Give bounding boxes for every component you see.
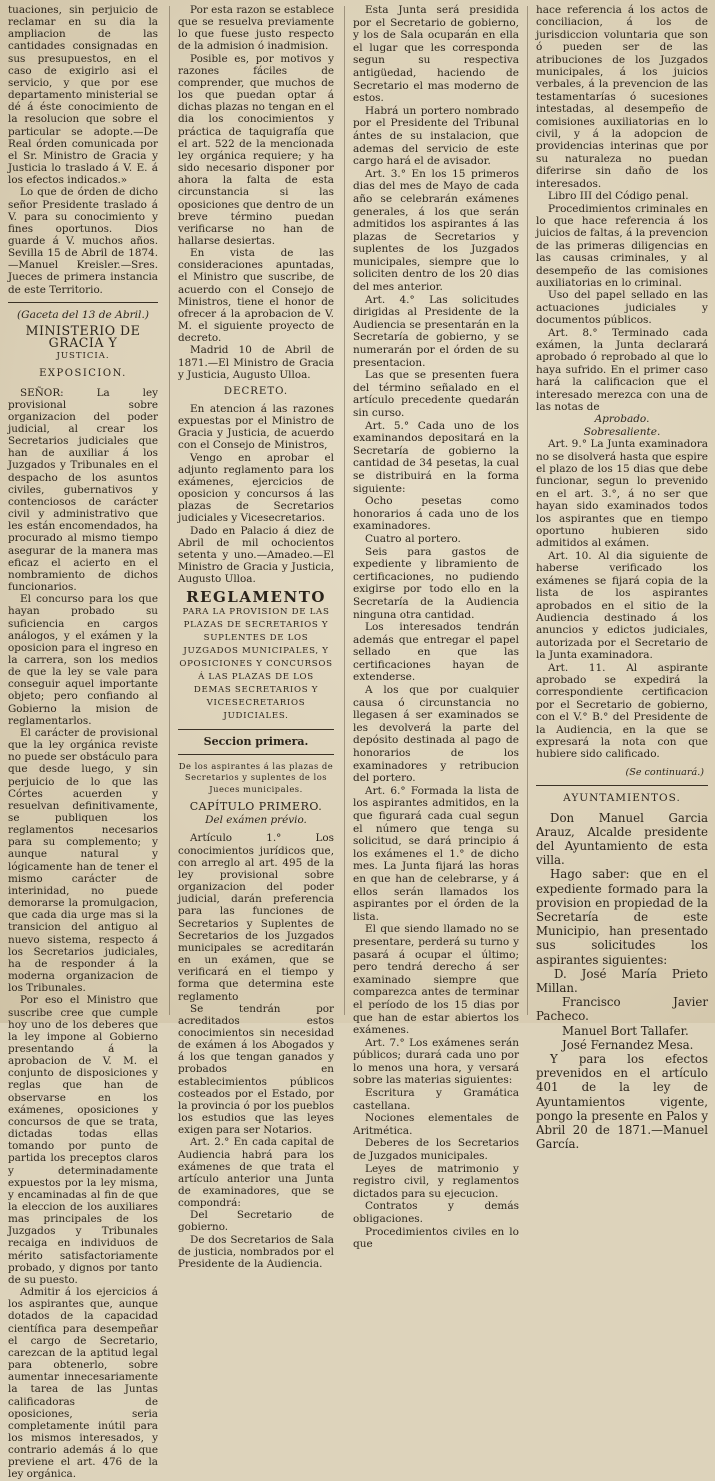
paragraph: Deberes de los Secretarios de Juzgados municipales. <box>353 1137 519 1163</box>
section-heading: Seccion primera. <box>203 734 309 748</box>
section-rule <box>178 729 334 730</box>
paragraph: Admitir á los ejercicios á los aspirantes que, aunque dotados de la capacidad científica para desempeñar el cargo de Secretario, carezcan de la aptitud legal para obtenerlo, sobre aumentar innecesariamente la tarea de las Juntas calificadoras de oposiciones, seria completamente inútil para los mismos interesados, y contrario además á lo que previene el art. 476 de la ley orgánica. <box>8 1286 158 1481</box>
paragraph: Habrá un portero nombrado por el Presidente del Tribunal ántes de su instalacion, que ademas del servicio de este cargo hará el de avisador. <box>353 104 519 168</box>
paragraph: Cuatro al portero. <box>365 532 461 545</box>
paragraph: SEÑOR: La ley provisional sobre organizacion del poder judicial, al crear los Secretarios judiciales que han de auxiliar á los Juzgados y Tribunales en el despacho de los asuntos civiles, gubernativos y contenciosos de carácter civil y administrativo que les están encomendados, ha procurado al mismo tiempo asegurar de la manera mas eficaz el acierto en el nombramiento de dichos funcionarios. <box>8 386 158 594</box>
paragraph: Uso del papel sellado en las actuaciones judiciales y documentos públicos. <box>536 289 708 327</box>
article-paragraph: Art. 2.° En cada capital de Audiencia habrá para los exámenes de que trata el artículo anterior una Junta de examinadores, que se compondrá: <box>178 1136 334 1210</box>
article-paragraph: Art. 10. Al dia siguiente de haberse verificado los exámenes se fijará copia de la lista de los aspirantes aprobados en el sitio de la Audiencia destinado á los anuncios y edictos judiciales, autorizada por el Secretario de la Junta examinadora. <box>536 549 708 662</box>
paragraph: Los interesados tendrán además que entregar el papel sellado en que las certificaciones hayan de extenderse. <box>353 621 519 684</box>
paragraph: Procedimientos criminales en lo que hace referencia á los juicios de faltas, á la prevencion de las primeras diligencias en las causas criminales, y al desempeño de las comisiones auxiliatorias en lo criminal. <box>536 202 708 289</box>
ministry-heading: MINISTERIO DE GRACIA Y <box>25 322 141 351</box>
paragraph: Hago saber: que en el expediente formado para la provision en propiedad de la Secretaría de este Municipio, han presentado sus solicitudes los aspirantes siguientes: <box>536 867 708 967</box>
paragraph: Posible es, por motivos y razones fáciles de comprender, que muchos de los que puedan optar á dichas plazas no tengan en el dia los conocimientos y práctica de taquigrafía que el art. 522 de la mencionada ley orgánica requiere; y ha sido necesario disponer por ahora la falta de esta circunstancia si las oposiciones que dentro de un breve término puedan verificarse no han de hallarse desiertas. <box>178 52 334 247</box>
reglamento-subtitle: PARA LA PROVISION DE LAS PLAZAS DE SECRETARIOS Y SUPLENTES DE LOS JUZGADOS MUNICIPALES, Y OPOSICIONES Y CONCURSOS Á LAS PLAZAS DE LOS DEMAS SECRETARIOS Y VICESECRETARIOS JUDICIALES. <box>179 606 333 721</box>
grade-label: Sobresaliente. <box>583 425 661 438</box>
article-paragraph: Artículo 1.° Los conocimientos jurídicos que, con arreglo al art. 495 de la ley provisional sobre organizacion del poder judicial, darán preferencia para las funciones de Secretarios y Suplentes de Secretarios de los Juzgados municipales se acreditarán en un exámen, que se verificará en el tiempo y forma que determina este reglamento <box>178 832 334 1003</box>
continuation-note: (Se continuará.) <box>625 766 704 778</box>
article-paragraph: Art. 4.° Las solicitudes dirigidas al Presidente de la Audiencia se presentarán en la Secretaría de gobierno, y se numerarán por el órden de su presentacion. <box>353 293 519 369</box>
column-divider <box>527 6 528 1015</box>
source-note: (Gaceta del 13 de Abril.) <box>17 308 149 321</box>
column-divider <box>169 6 170 1015</box>
paragraph: Se tendrán por acreditados estos conocimientos sin necesidad de exámen á los Abogados y á los que tengan ganados y probados en establecimientos públicos costeados por el Estado, por la provincia ó por los pueblos los estudios que las leyes exigen para ser Notarios. <box>178 1002 334 1137</box>
paragraph: A los que por cualquier causa ó circunstancia no llegasen á ser examinados se les devolverá la parte del depósito destinada al pago de honorarios de los examinadores y retribucion del portero. <box>353 684 519 785</box>
paragraph: Del Secretario de gobierno. <box>178 1209 334 1234</box>
paragraph: El concurso para los que hayan probado su suficiencia en cargos análogos, y el exámen y la oposicion para el ingreso en la carrera, son los medios de que la ley se vale para conseguir aquel importante objeto; pero confiando al Gobierno la mision de reglamentarlos. <box>8 593 158 727</box>
paragraph: tuaciones, sin perjuicio de reclamar en su dia la ampliacion de las cantidades consignadas en sus presupuestos, en el caso de exigirlo asi el servicio, y que por ese departamento ministerial se dé á éste conocimiento de la resolucion que sobre el particular se adopte.—De Real órden comunicada por el Sr. Ministro de Gracia y Justicia lo traslado á V. E. á los efectos indicados.» <box>8 4 158 187</box>
column-3 <box>353 4 519 1251</box>
section-rule <box>8 302 158 303</box>
chapter-subtitle: Del exámen prévio. <box>205 814 307 827</box>
paragraph: Escritura y Gramática castellana. <box>353 1087 519 1112</box>
column-2 <box>178 4 334 1270</box>
paragraph: Libro III del Código penal. <box>548 190 689 203</box>
paragraph: Lo que de órden de dicho señor Presidente traslado á V. para su conocimiento y fines oportunos. Dios guarde á V. muchos años. Sevilla 15 de Abril de 1874.—Manuel Kreisler.—Sres. Jueces de primera instancia de este Territorio. <box>8 186 158 296</box>
paragraph: De dos Secretarios de Sala de justicia, nombrados por el Presidente de la Audiencia. <box>178 1233 334 1270</box>
article-paragraph: Art. 11. Al aspirante aprobado se expedirá la correspondiente certificacion por el Secretario de gobierno, con el V.° B.° del Presidente de la Audiencia, en la que se expresará la nota con que hubiere sido calificado. <box>536 661 708 761</box>
paragraph: Esta Junta será presidida por el Secretario de gobierno, y los de Sala ocuparán en ella el lugar que les corresponda segun su respectiva antigüedad, haciendo de Secretario el mas moderno de estos. <box>353 4 519 105</box>
candidate-name: Manuel Bort Tallafer. <box>562 1023 689 1038</box>
paragraph: Ocho pesetas como honorarios á cada uno de los examinadores. <box>353 495 519 533</box>
chapter-heading: CAPÍTULO PRIMERO. <box>189 800 323 814</box>
article-paragraph: Art. 7.° Los exámenes serán públicos; durará cada uno por lo menos una hora, y versará sobre las materias siguientes: <box>353 1036 519 1087</box>
exposicion-heading: EXPOSICION. <box>39 368 127 380</box>
paragraph: Leyes de matrimonio y registro civil, y reglamentos dictados para su ejecucion. <box>353 1162 519 1200</box>
ayuntamiento-notice <box>536 811 708 1152</box>
paragraph: En vista de las consideraciones apuntadas, el Ministro que suscribe, de acuerdo con el Consejo de Ministros, tiene el honor de ofrecer á la aprobacion de V. M. el siguiente proyecto de decreto. <box>178 247 334 345</box>
paragraph: Don Manuel Garcia Arauz, Alcalde presidente del Ayuntamiento de esta villa. <box>536 810 708 868</box>
grade-label: Aprobado. <box>594 413 650 426</box>
paragraph: En atencion á las razones expuestas por el Ministro de Gracia y Justicia, de acuerdo con el Consejo de Ministros, <box>178 403 334 452</box>
article-paragraph: Art. 6.° Formada la lista de los aspirantes admitidos, en la que figurará cada cual segun el número que tenga su solicitud, se dará principio á los exámenes el 1.° de dicho mes. La Junta fijará las horas en que han de celebrarse, y á ellos serán llamados los aspirantes por el órden de la lista. <box>353 784 519 923</box>
column-1 <box>8 4 158 1481</box>
paragraph: El carácter de provisional que la ley orgánica reviste no puede ser obstáculo para que desde luego, y sin perjuicio de lo que las Córtes acuerden y resuelvan definitivamente, se publiquen los reglamentos necesarios para su complemento; y aunque natural y lógicamente han de tener el mismo carácter de interinidad, no puede demorarse la promulgacion, que cada dia urge mas si la transicion del antiguo al nuevo sistema, respecto á los Secretarios judiciales, ha de responder á la moderna organizacion de los Tribunales. <box>8 726 158 995</box>
paragraph: Procedimientos civiles en lo que <box>353 1225 519 1251</box>
section-subtitle: De los aspirantes á las plazas de Secretarios y suplentes de los Jueces municipales. <box>178 760 334 794</box>
section-rule <box>536 785 708 786</box>
paragraph: Por eso el Ministro que suscribe cree que cumple hoy uno de los deberes que la ley impone al Gobierno presentando á la aprobacion de V. M. el conjunto de disposiciones y reglas que han de observarse en los exámenes, oposiciones y concursos de que se trata, dictadas todas ellas tomando por punto de partida los preceptos claros y determinadamente expuestos por la ley misma, y encaminadas al fin de que la eleccion de los auxiliares mas principales de los Juzgados y Tribunales recaiga en individuos de mérito satisfactoriamente probado, y dignos por tanto de su puesto. <box>8 994 158 1286</box>
paragraph: Por esta razon se establece que se resuelva previamente lo que fuese justo respecto de la admision ó inadmision. <box>178 4 334 53</box>
article-paragraph: Art. 5.° Cada uno de los examinandos depositará en la Secretaría de gobierno la cantidad de 34 pesetas, la cual se distribuirá en la forma siguiente: <box>353 419 519 495</box>
paragraph: Contratos y demás obligaciones. <box>353 1200 519 1225</box>
candidate-name: D. José María Prieto Millan. <box>536 966 708 996</box>
paragraph: Y para los efectos prevenidos en el artículo 401 de la ley de Ayuntamientos vigente, pongo la presente en Palos y Abril 20 de 1871.—Manuel García. <box>536 1052 708 1152</box>
paragraph: Madrid 10 de Abril de 1871.—El Ministro de Gracia y Justicia, Augusto Ulloa. <box>178 344 334 381</box>
reglamento-heading: REGLAMENTO <box>186 588 326 607</box>
candidate-name: Francisco Javier Pacheco. <box>536 995 708 1024</box>
paragraph: Las que se presenten fuera del término señalado en el artículo precedente quedarán sin curso. <box>353 369 519 419</box>
paragraph: Vengo en aprobar el adjunto reglamento para los exámenes, ejercicios de oposicion y concursos á las plazas de Secretarios judiciales y Vicesecretarios. <box>178 451 334 525</box>
paragraph: Nociones elementales de Aritmética. <box>353 1112 519 1137</box>
paragraph: Dado en Palacio á diez de Abril de mil ochocientos setenta y uno.—Amadeo.—El Ministro de Gracia y Justicia, Augusto Ulloa. <box>178 524 334 586</box>
candidate-name: José Fernandez Mesa. <box>562 1037 694 1052</box>
article-paragraph: Art. 9.° La Junta examinadora no se disolverá hasta que espire el plazo de los 15 dias que debe funcionar, segun lo prevenido en el art. 3.°, á no ser que hayan sido examinados todos los aspirantes que en tiempo oportuno hubieren sido admitidos al exámen. <box>536 438 708 550</box>
ayuntamientos-heading: AYUNTAMIENTOS. <box>563 792 681 805</box>
article-paragraph: Art. 3.° En los 15 primeros dias del mes de Mayo de cada año se celebrarán exámenes generales, á los que serán admitidos los aspirantes á las plazas de Secretarios y suplentes de los Juzgados municipales, siempre que lo soliciten dentro de los 20 dias del mes anterior. <box>353 167 519 294</box>
article-paragraph: Art. 8.° Terminado cada exámen, la Junta declarará aprobado ó reprobado al que lo haya sufrido. En el primer caso hará la calificacion que el interesado merezca con una de las notas de <box>536 326 708 413</box>
paragraph: Seis para gastos de expediente y libramiento de certificaciones, no pudiendo exigirse por todo ello en la Secretaría de la Audiencia ninguna otra cantidad. <box>353 545 519 621</box>
paragraph: hace referencia á los actos de conciliacion, á los de jurisdiccion voluntaria que son ó pueden ser de las atribuciones de los Juzgados municipales, á los juicios verbales, á la prevencion de las testamentarías ó sucesiones intestadas, al desempeño de comisiones auxiliatorias en lo civil, y á la adopcion de providencias interinas que por su naturaleza no puedan diferirse sin daño de los interesados. <box>536 4 708 190</box>
column-divider <box>344 6 345 1015</box>
decreto-heading: DECRETO. <box>223 385 289 397</box>
ministry-subheading: JUSTICIA. <box>56 351 110 362</box>
paragraph: El que siendo llamado no se presentare, perderá su turno y pasará á ocupar el último; pero tendrá derecho á ser examinado siempre que comparezca antes de terminar el período de los 15 dias por que han de estar abiertos los exámenes. <box>353 923 519 1037</box>
section-rule <box>178 754 334 755</box>
column-4 <box>536 4 708 1152</box>
